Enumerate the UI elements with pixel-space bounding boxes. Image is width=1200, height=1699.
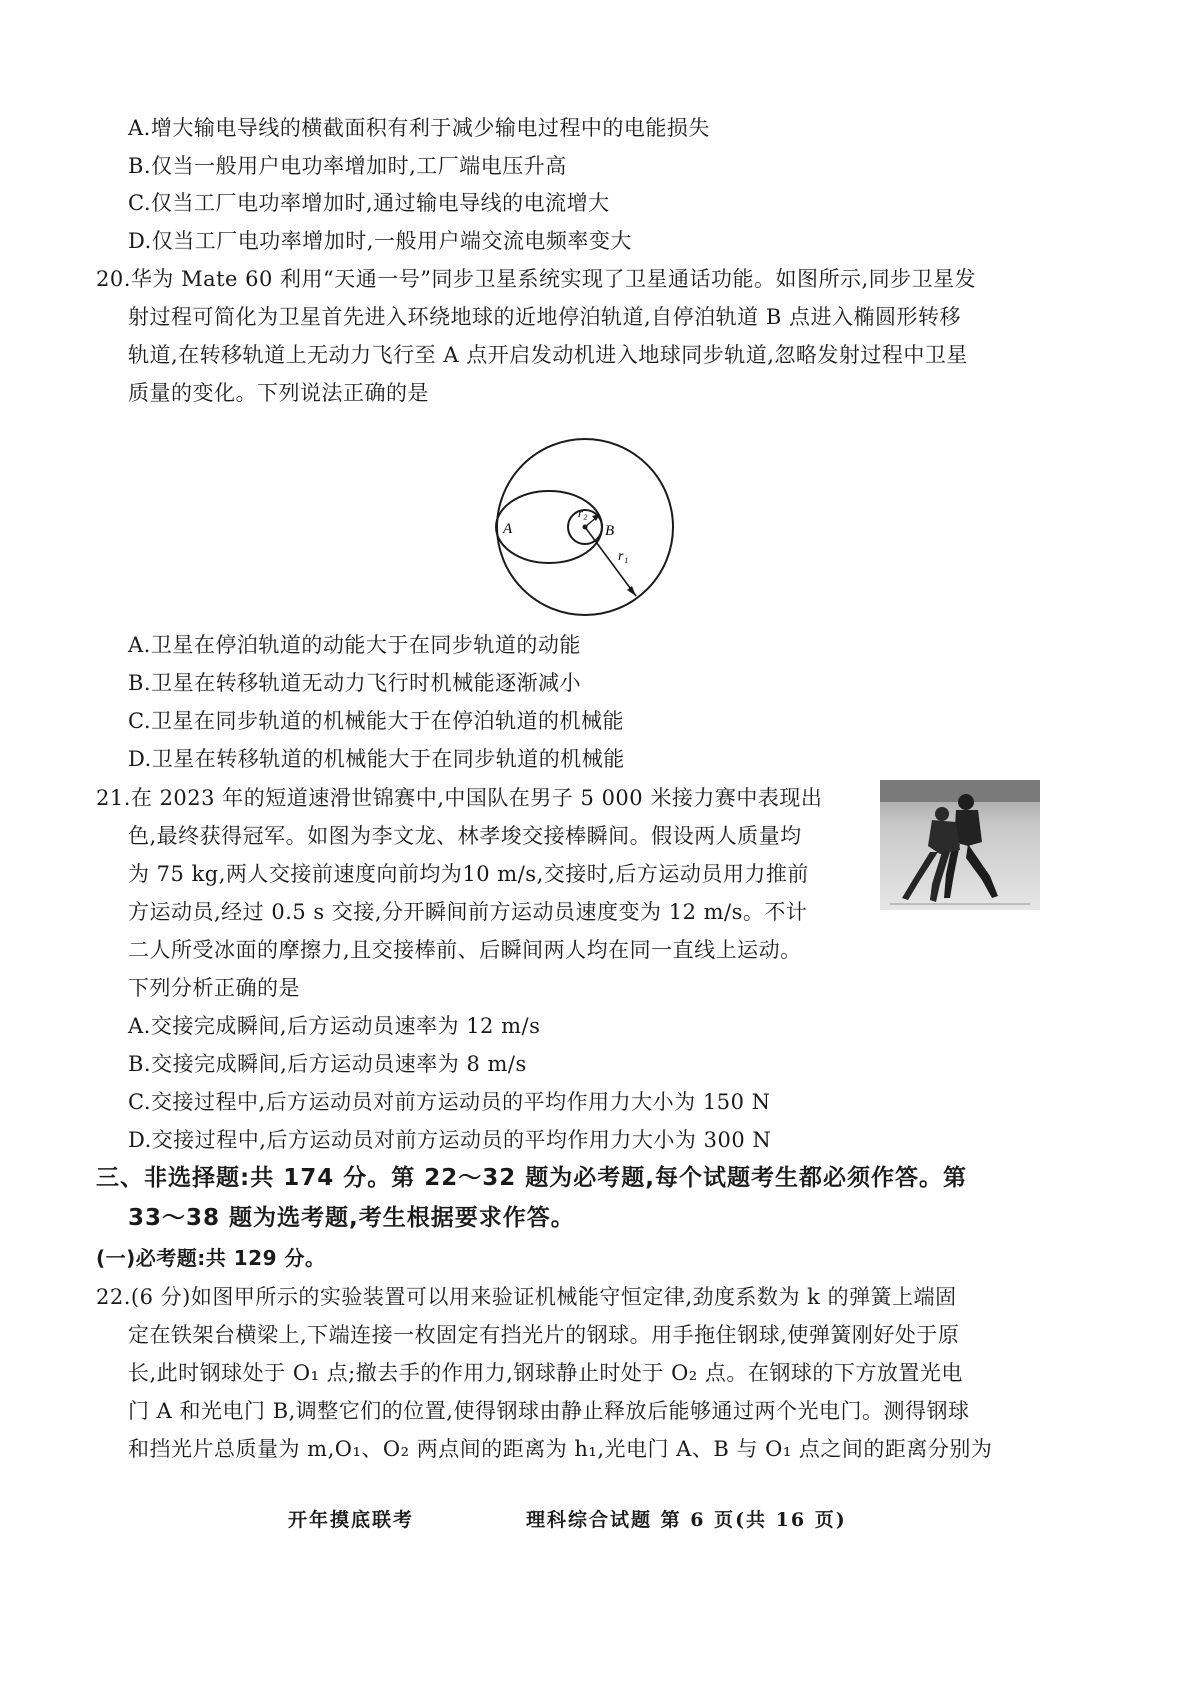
q22-stem-line-3: 长,此时钢球处于 O₁ 点;撤去手的作用力,钢球静止时处于 O₂ 点。在钢球的下方放置光电 <box>128 1361 963 1385</box>
orbit-diagram <box>490 432 680 622</box>
q21-option-c: C.交接过程中,后方运动员对前方运动员的平均作用力大小为 150 N <box>128 1090 771 1114</box>
q19-option-d: D.仅当工厂电功率增加时,一般用户端交流电频率变大 <box>128 229 632 253</box>
q21-stem-line-2: 色,最终获得冠军。如图为李文龙、林孝埈交接棒瞬间。假设两人质量均 <box>128 824 802 848</box>
q19-option-a: A.增大输电导线的横截面积有利于减少输电过程中的电能损失 <box>128 116 710 140</box>
r1-label: r₁ <box>618 549 629 564</box>
q19-option-c: C.仅当工厂电功率增加时,通过输电导线的电流增大 <box>128 191 610 215</box>
q22-stem-line-2: 定在铁架台横梁上,下端连接一枚固定有挡光片的钢球。用手拖住钢球,使弹簧刚好处于原 <box>128 1323 960 1347</box>
r1-arrowhead <box>627 586 636 596</box>
q21-option-b: B.交接完成瞬间,后方运动员速率为 8 m/s <box>128 1052 527 1076</box>
q21-option-d: D.交接过程中,后方运动员对前方运动员的平均作用力大小为 300 N <box>128 1128 772 1152</box>
q22-stem-line-5: 和挡光片总质量为 m,O₁、O₂ 两点间的距离为 h₁,光电门 A、B 与 O₁ 点之间的距离分别为 <box>128 1437 993 1461</box>
q20-stem-line-3: 轨道,在转移轨道上无动力飞行至 A 点开启发动机进入地球同步轨道,忽略发射过程中卫星 <box>128 343 968 367</box>
q22-stem-line-4: 门 A 和光电门 B,调整它们的位置,使得钢球由静止释放后能够通过两个光电门。测得钢球 <box>128 1399 970 1423</box>
q21-stem-line-5: 二人所受冰面的摩擦力,且交接棒前、后瞬间两人均在同一直线上运动。 <box>128 938 802 962</box>
q21-stem-line-3: 为 75 kg,两人交接前速度向前均为10 m/s,交接时,后方运动员用力推前 <box>128 862 809 886</box>
section-3-heading-line-2: 33～38 题为选考题,考生根据要求作答。 <box>128 1205 575 1231</box>
q19-option-b: B.仅当一般用户电功率增加时,工厂端电压升高 <box>128 154 567 178</box>
q20-option-d: D.卫星在转移轨道的机械能大于在同步轨道的机械能 <box>128 747 625 771</box>
q20-stem-line-1: 20.华为 Mate 60 利用“天通一号”同步卫星系统实现了卫星通话功能。如图所示,同步卫星发 <box>96 267 977 291</box>
q21-stem-line-4: 方运动员,经过 0.5 s 交接,分开瞬间前方运动员速度变为 12 m/s。不计 <box>128 900 808 924</box>
q20-stem-line-2: 射过程可简化为卫星首先进入环绕地球的近地停泊轨道,自停泊轨道 B 点进入椭圆形转移 <box>128 305 961 329</box>
q21-stem-line-6: 下列分析正确的是 <box>128 976 300 1000</box>
section-3-heading-line-1: 三、非选择题:共 174 分。第 22～32 题为必考题,每个试题考生都必须作答。第 <box>96 1165 967 1191</box>
footer-page-info: 理科综合试题 第 6 页(共 16 页) <box>526 1509 847 1531</box>
q20-option-b: B.卫星在转移轨道无动力飞行时机械能逐渐减小 <box>128 671 582 695</box>
skaters-photo <box>880 780 1040 910</box>
point-b-label: B <box>605 523 615 539</box>
q20-option-a: A.卫星在停泊轨道的动能大于在同步轨道的动能 <box>128 633 581 657</box>
q20-option-c: C.卫星在同步轨道的机械能大于在停泊轨道的机械能 <box>128 709 624 733</box>
q21-option-a: A.交接完成瞬间,后方运动员速率为 12 m/s <box>128 1014 541 1038</box>
point-a-label: A <box>503 521 513 537</box>
q21-stem-line-1: 21.在 2023 年的短道速滑世锦赛中,中国队在男子 5 000 米接力赛中表现出 <box>96 786 823 810</box>
r2-label: r₂ <box>578 505 588 520</box>
q22-stem-line-1: 22.(6 分)如图甲所示的实验装置可以用来验证机械能守恒定律,劲度系数为 k 的弹簧上端固 <box>96 1285 957 1309</box>
q20-stem-line-4: 质量的变化。下列说法正确的是 <box>128 381 429 405</box>
footer-exam-name: 开年摸底联考 <box>288 1509 415 1531</box>
section-3-subheading: (一)必考题:共 129 分。 <box>96 1246 326 1270</box>
